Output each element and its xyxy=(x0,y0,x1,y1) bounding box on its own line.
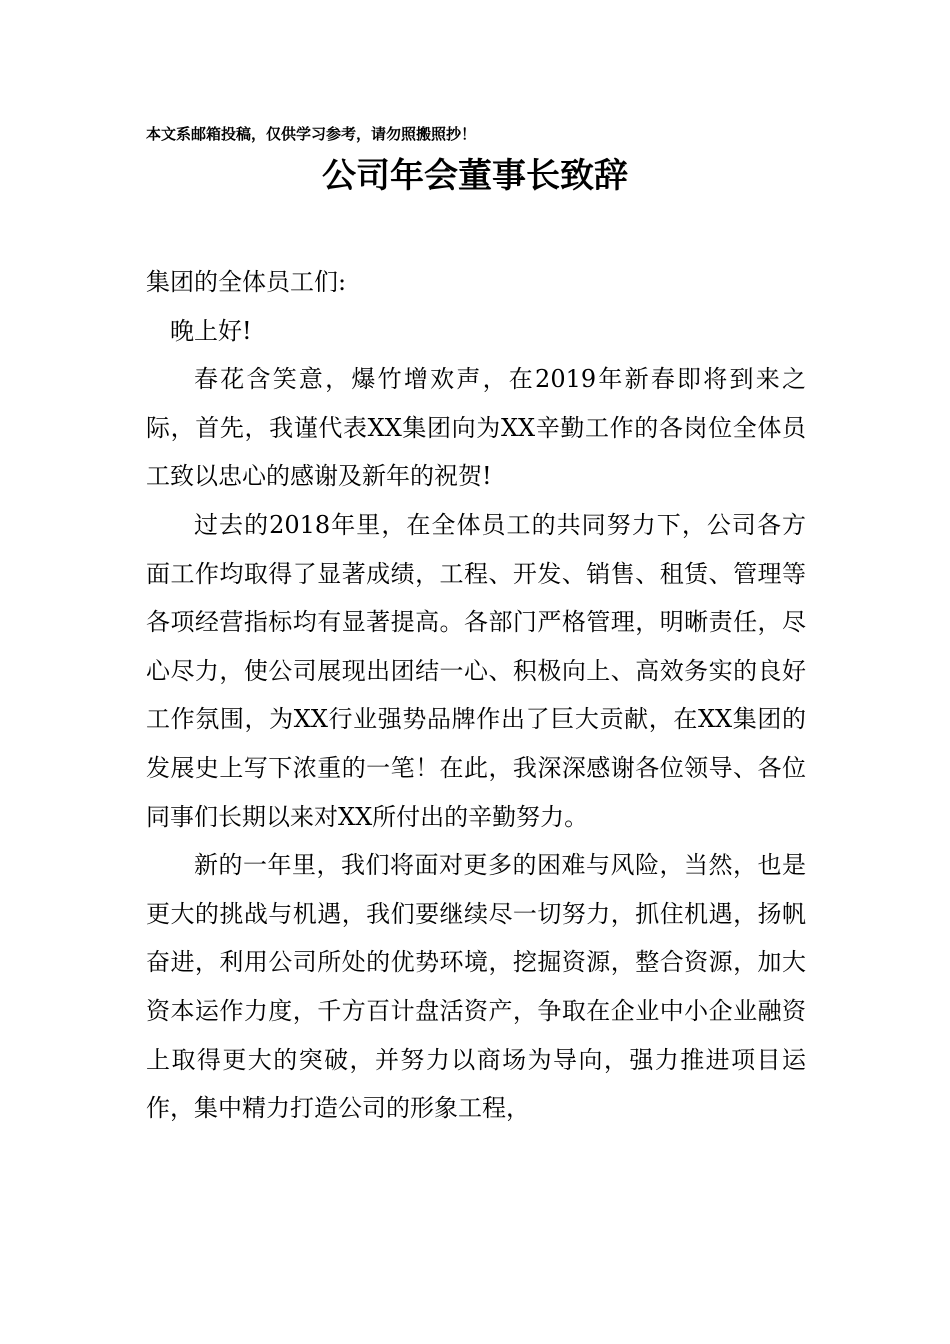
body-paragraph: 春花含笑意，爆竹增欢声，在2019年新春即将到来之际，首先，我谨代表XX集团向为XX辛勤工作的各岗位全体员工致以忠心的感谢及新年的祝贺! xyxy=(146,365,806,491)
body-paragraph: 过去的2018年里，在全体员工的共同努力下，公司各方面工作均取得了显著成绩，工程、开发、销售、租赁、管理等各项经营指标均有显著提高。各部门严格管理，明晰责任，尽心尽力，使公司展现出团结一心、积极向上、高效务实的良好工作氛围，为XX行业强势品牌作出了巨大贡献，在XX集团的发展史上写下浓重的一笔！在此，我深深感谢各位领导、各位同事们长期以来对XX所付出的辛勤努力。 xyxy=(146,510,806,831)
document-title: 公司年会董事长致辞 xyxy=(322,156,628,196)
greeting-line: 集团的全体员工们: xyxy=(146,268,347,296)
salutation-line: 晚上好! xyxy=(170,316,252,345)
body-paragraph: 新的一年里，我们将面对更多的困难与风险，当然，也是更大的挑战与机遇，我们要继续尽一切努力，抓住机遇，扬帆奋进，利用公司所处的优势环境，挖掘资源，整合资源，加大资本运作力度，千方百计盘活资产，争取在企业中小企业融资上取得更大的突破，并努力以商场为导向，强力推进项目运作，集中精力打造公司的形象工程， xyxy=(146,851,806,1123)
submission-notice: 本文系邮箱投稿，仅供学习参考，请勿照搬照抄！ xyxy=(146,125,477,143)
document-body xyxy=(146,258,806,1133)
